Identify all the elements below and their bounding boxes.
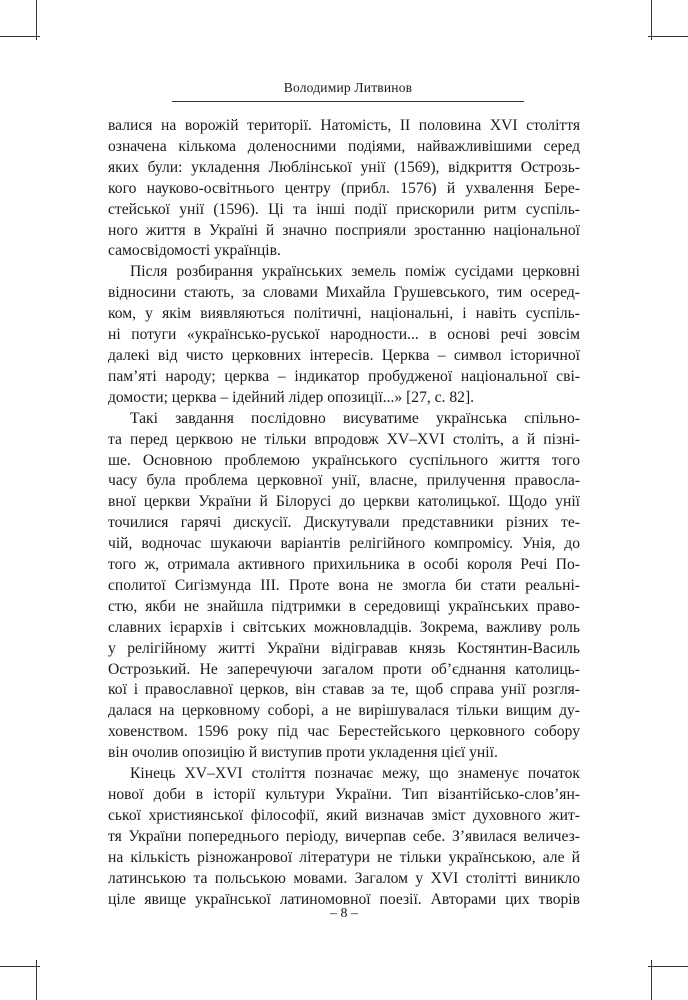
text-line: вної церкви України й Білорусі до церкви католицької. Щодо унії: [108, 493, 580, 511]
text-line: тя України попереднього періоду, вичерпав себе. З’явилася величез-: [108, 827, 580, 845]
paragraph: [108, 409, 580, 764]
text-line: ного життя в Україні й значно посприяли зростанню національної: [108, 221, 580, 239]
text-line: та перед церквою не тільки впродовж XV–XVI століть, а й пізні-: [108, 430, 580, 448]
text-line: далекі від чисто церковних інтересів. Церква – символ історичної: [108, 346, 580, 364]
crop-mark-top-left-horizontal: [0, 36, 40, 37]
text-line: славних ієрархів і світських можновладців. Зокрема, важливу роль: [108, 618, 580, 636]
text-line: точилися гарячі дискусії. Дискутували представники різних те-: [108, 514, 580, 532]
text-line: того ж, отримала активного прихильника в особі короля Речі По-: [108, 556, 580, 574]
text-line: кої і православної церков, він ставав за те, щоб справа унії розгля-: [108, 681, 580, 699]
text-line: пам’яті народу; церква – індикатор пробудженої національної сві-: [108, 367, 580, 385]
text-line: Острозький. Не заперечуючи загалом проти об’єднання католиць-: [108, 660, 580, 678]
text-line: ської християнської філософії, який визначав зміст духовного жит-: [108, 806, 580, 824]
text-line: самосвідомості українців.: [108, 242, 281, 260]
text-line: латинською та польською мовами. Загалом у XVI столітті виникло: [108, 869, 580, 887]
body-text: [108, 116, 580, 910]
crop-mark-top-left-vertical: [36, 0, 37, 40]
text-line: яких були: укладення Люблінської унії (1569), відкриття Острозь-: [108, 158, 580, 176]
text-line: ше. Основною проблемою українського суспільного життя того: [108, 451, 580, 469]
text-line: відносини стають, за словами Михайла Грушевського, тим осеред-: [108, 284, 580, 302]
paragraph: [108, 262, 580, 408]
text-line: він очолив опозицію й виступив проти укладення цієї унії.: [108, 744, 498, 762]
running-head: Володимир Литвинов: [172, 80, 524, 102]
paragraph: [108, 764, 580, 910]
crop-mark-top-right-vertical: [651, 0, 652, 40]
text-line: чій, водночас шукаючи варіантів релігійного компромісу. Унія, до: [108, 535, 580, 553]
text-line: кого науково-освітнього центру (прибл. 1576) й ухвалення Бере-: [108, 179, 580, 197]
text-line: ні потуги «українсько-руської народности... в основі речі зовсім: [108, 326, 580, 344]
text-line: нової доби в історії культури України. Тип візантійсько-слов’ян-: [108, 786, 580, 803]
text-line: сполитої Сигізмунда ІІІ. Проте вона не змогла би стати реальні-: [108, 576, 580, 594]
text-line: стю, якби не знайшла підтримки в середовищі українських право-: [108, 597, 580, 615]
text-line: Після розбирання українських земель поміж сусідами церковні: [130, 263, 580, 281]
text-line: Такі завдання послідовно висуватиме українська спільно-: [130, 409, 580, 427]
text-line: означена кількома доленосними подіями, найважливішими серед: [108, 137, 580, 155]
text-line: часу була проблема церковної унії, власне, прилучення правосла-: [108, 472, 580, 490]
text-line: Кінець XV–XVI століття позначає межу, що знаменує початок: [130, 765, 580, 783]
crop-mark-bottom-left-horizontal: [0, 966, 40, 967]
text-line: на кількість різножанрової літератури не тільки українською, але й: [108, 848, 580, 866]
text-line: валися на ворожій території. Натомість, ІІ половина XVI століття: [108, 117, 580, 134]
text-line: домости; церква – ідейний лідер опозиції...» [27, с. 82].: [108, 388, 475, 406]
text-line: ховенством. 1596 року під час Берестейського церковного собору: [108, 723, 580, 741]
crop-mark-top-right-horizontal: [648, 36, 688, 37]
text-line: ціле явище української латиномовної поезії. Авторами цих творів: [108, 890, 580, 908]
paragraph: [108, 116, 580, 262]
text-line: ком, у якім виявляються політичні, національні, і навіть суспіль-: [108, 305, 580, 323]
text-line: далася на церковному соборі, а не вирішувалася тільки вищим ду-: [108, 702, 580, 720]
text-line: у релігійному житті України відігравав князь Костянтин-Василь: [108, 639, 580, 657]
text-line: стейської унії (1596). Ці та інші події прискорили ритм суспіль-: [108, 200, 580, 218]
page-number: – 8 –: [330, 906, 358, 921]
crop-mark-bottom-right-horizontal: [648, 966, 688, 967]
